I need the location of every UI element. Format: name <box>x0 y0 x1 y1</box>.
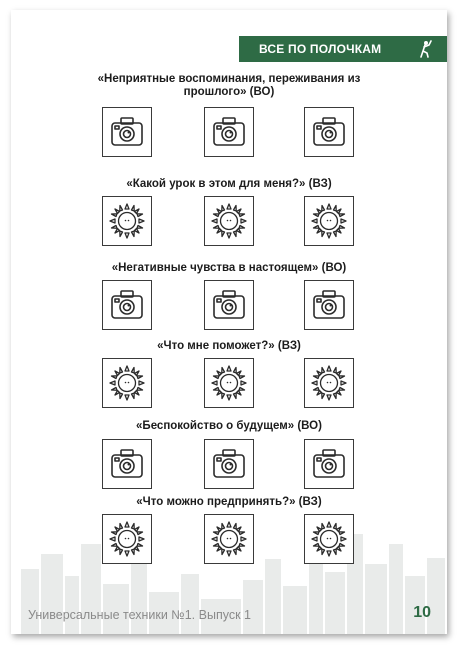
camera-icon <box>107 112 147 152</box>
sun-box <box>102 358 152 408</box>
camera-box <box>204 280 254 330</box>
camera-icon <box>309 444 349 484</box>
icon-row-5 <box>11 439 447 491</box>
sun-box <box>304 514 354 564</box>
section-title: «Беспокойство о будущем» (ВО) <box>136 420 322 432</box>
camera-icon <box>107 444 147 484</box>
section-2 <box>11 178 447 191</box>
sun-icon <box>209 519 249 559</box>
footer-series-title: Универсальные техники №1. Выпуск 1 <box>28 608 251 622</box>
sun-box <box>102 514 152 564</box>
sun-box <box>102 196 152 246</box>
section-title: «Что мне поможет?» (ВЗ) <box>157 340 301 352</box>
section-4 <box>11 340 447 353</box>
camera-box <box>204 439 254 489</box>
sun-icon <box>309 519 349 559</box>
sun-icon <box>107 363 147 403</box>
section-3 <box>11 262 447 275</box>
section-title: «Какой урок в этом для меня?» (ВЗ) <box>126 178 332 190</box>
camera-box <box>102 439 152 489</box>
camera-box <box>304 280 354 330</box>
icon-row-3 <box>11 280 447 332</box>
sun-box <box>304 358 354 408</box>
sun-box <box>204 196 254 246</box>
banner-title: ВСЕ ПО ПОЛОЧКАМ <box>259 42 382 56</box>
sun-box <box>204 358 254 408</box>
page-number: 10 <box>413 604 431 621</box>
section-title: «Неприятные воспоминания, переживания из прошлого» (ВО) <box>97 73 361 98</box>
camera-box <box>304 439 354 489</box>
sun-icon <box>309 201 349 241</box>
section-5 <box>11 420 447 433</box>
icon-row-6 <box>11 514 447 566</box>
person-climbing-icon <box>417 40 433 58</box>
icon-row-2 <box>11 196 447 248</box>
camera-box <box>102 280 152 330</box>
icon-row-4 <box>11 358 447 410</box>
camera-icon <box>309 112 349 152</box>
icon-row-1 <box>11 107 447 159</box>
sun-box <box>204 514 254 564</box>
section-6 <box>11 496 447 509</box>
camera-box <box>304 107 354 157</box>
section-title: «Что можно предпринять?» (ВЗ) <box>136 496 322 508</box>
camera-icon <box>209 112 249 152</box>
camera-icon <box>209 444 249 484</box>
sun-icon <box>107 519 147 559</box>
section-1 <box>11 73 447 99</box>
section-title: «Негативные чувства в настоящем» (ВО) <box>111 262 347 274</box>
sun-icon <box>209 201 249 241</box>
sun-icon <box>107 201 147 241</box>
camera-box <box>102 107 152 157</box>
camera-icon <box>107 285 147 325</box>
camera-box <box>204 107 254 157</box>
sun-icon <box>309 363 349 403</box>
sun-icon <box>209 363 249 403</box>
section-banner <box>239 36 447 62</box>
document-page <box>11 10 447 634</box>
camera-icon <box>309 285 349 325</box>
camera-icon <box>209 285 249 325</box>
sun-box <box>304 196 354 246</box>
